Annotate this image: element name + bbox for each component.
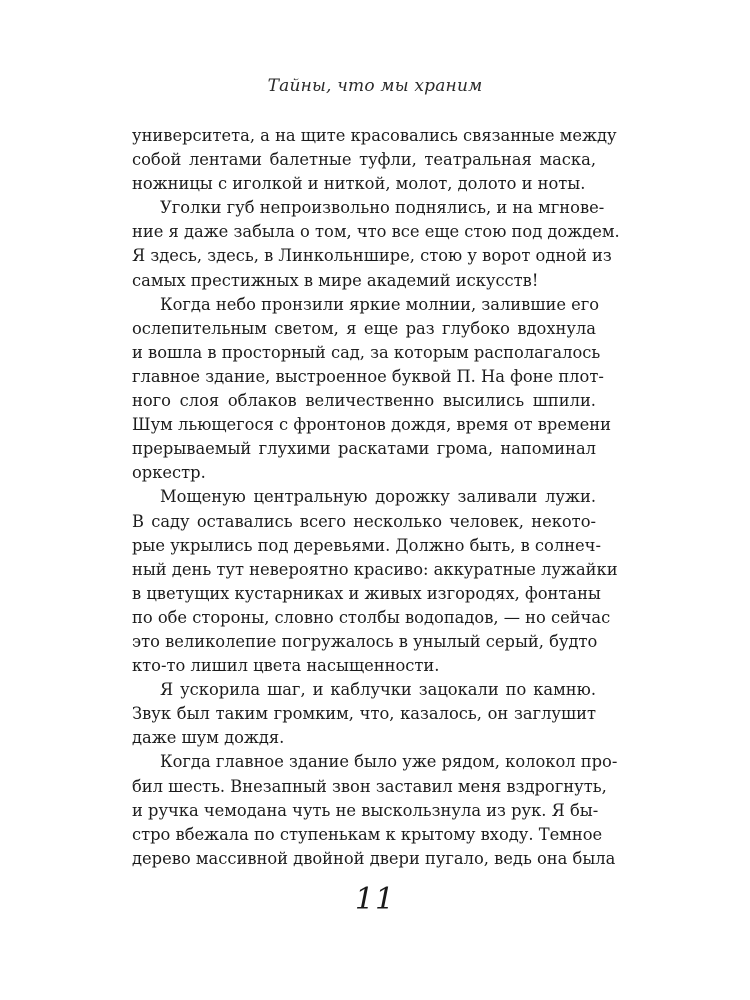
text-line: и вошла в просторный сад, за которым располагалось [132,342,601,362]
text-line: бил шесть. Внезапный звон заставил меня вздрогнуть, [132,776,607,796]
text-line: ние я даже забыла о том, что все еще стою под дождем. [132,222,620,242]
text-line: Я здесь, здесь, в Линкольншире, стою у ворот одной из [132,246,612,266]
page-number: 11 [354,882,396,917]
text-line: собой лентами балетные туфли, театральная маска, [132,150,596,170]
text-line: дерево массивной двойной двери пугало, ведь она была [132,848,616,868]
text-line: Когда небо пронзили яркие молнии, залившие его [160,294,600,314]
text-line: главное здание, выстроенное буквой П. На фоне плот- [132,366,604,386]
text-line: даже шум дождя. [132,728,285,748]
body-text [132,124,620,871]
text-line: кто-то лишил цвета насыщенности. [132,656,440,676]
text-line: самых престижных в мире академий искусств! [132,270,539,290]
text-line: Я ускорила шаг, и каблучки зацокали по камню. [160,680,596,700]
text-line: в цветущих кустарниках и живых изгородях, фонтаны [132,583,601,603]
text-line: оркестр. [132,463,206,483]
text-line: Звук был таким громким, что, казалось, он заглушит [132,704,596,724]
text-line: ножницы с иголкой и ниткой, молот, долото и ноты. [132,174,586,194]
text-line: это великолепие погружалось в унылый серый, будто [132,631,598,651]
text-line: ослепительным светом, я еще раз глубоко вдохнула [132,318,596,338]
text-line: по обе стороны, словно столбы водопадов, — но сейчас [132,607,611,627]
text-line: ного слоя облаков величественно высились шпили. [132,391,596,411]
text-line: В саду оставались всего несколько человек, некото- [132,511,596,531]
text-line: стро вбежала по ступенькам к крытому входу. Темное [132,824,603,844]
text-line: Мощеную центральную дорожку заливали лужи. [160,487,596,507]
text-line: Уголки губ непроизвольно поднялись, и на мгнове- [160,198,605,218]
text-line: рые укрылись под деревьями. Должно быть, в солнеч- [132,535,601,555]
text-line: Когда главное здание было уже рядом, колокол про- [160,752,618,772]
text-line: и ручка чемодана чуть не выскользнула из рук. Я бы- [132,800,599,820]
text-line: Шум льющегося с фронтонов дождя, время от времени [132,415,611,435]
text-line: прерываемый глухими раскатами грома, напоминал [132,439,596,459]
text-line: ный день тут невероятно красиво: аккуратные лужайки [132,559,618,579]
running-head: Тайны, что мы храним [267,76,483,96]
text-line: университета, а на щите красовались связанные между [132,126,617,145]
